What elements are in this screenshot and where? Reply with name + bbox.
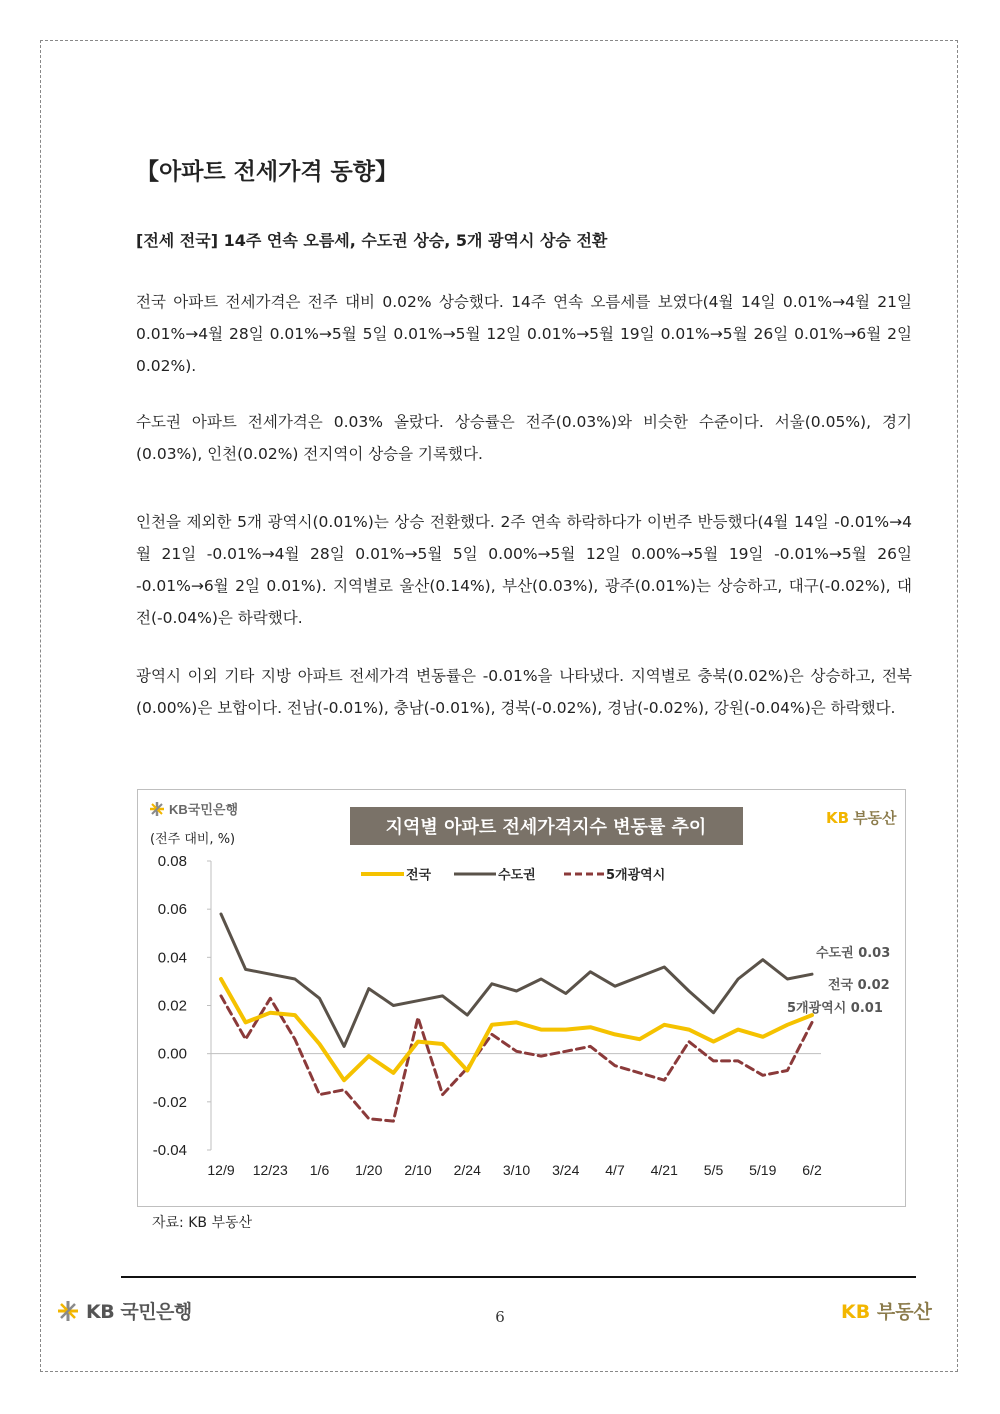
kb-realestate-logo bbox=[826, 809, 897, 827]
x-tick-label: 4/21 bbox=[650, 1162, 678, 1178]
y-tick-label: -0.02 bbox=[152, 1093, 187, 1111]
chart-legend bbox=[361, 867, 665, 883]
kb-realestate-kb: KB bbox=[826, 809, 850, 827]
kb-star-icon bbox=[150, 802, 164, 816]
section-title: 【아파트 전세가격 동향】 bbox=[136, 159, 398, 185]
x-tick-label: 12/23 bbox=[252, 1162, 288, 1178]
legend-label-national: 전국 bbox=[406, 868, 432, 883]
x-tick-label: 1/20 bbox=[355, 1162, 383, 1178]
end-label-metro: 5개광역시 0.01 bbox=[787, 1001, 883, 1016]
footer-realestate-kb: KB bbox=[841, 1301, 871, 1323]
chart-container bbox=[137, 789, 906, 1207]
page-number: 6 bbox=[495, 1308, 505, 1326]
sub-title: [전세 전국] 14주 연속 오름세, 수도권 상승, 5개 광역시 상승 전환 bbox=[136, 231, 608, 250]
series-line-metro bbox=[221, 996, 812, 1121]
x-tick-label: 1/6 bbox=[309, 1162, 330, 1178]
paragraph-metro: 인천을 제외한 5개 광역시(0.01%)는 상승 전환했다. 2주 연속 하락하다가 이번주 반등했다(4월 14일 -0.01%→4월 21일 -0.01%→4월 28일 0.01%→5월 5일 0.00%→5월 12일 0.00%→5월 19일 -0.01%→5월 26일 -0.01%→6월 2일 0.01%). 지역별로 울산(0.14%), 부산(0.03%), 광주(0.01%)는 상승하고, 대구(-0.02%), 대전(-0.04%)은 하락했다. bbox=[136, 513, 912, 627]
series-line-national bbox=[221, 979, 812, 1080]
y-tick-label: -0.04 bbox=[152, 1142, 187, 1159]
x-tick-label: 5/5 bbox=[703, 1162, 724, 1178]
end-label-capital: 수도권 0.03 bbox=[816, 946, 891, 961]
paragraph-national: 전국 아파트 전세가격은 전주 대비 0.02% 상승했다. 14주 연속 오름세를 보였다(4월 14일 0.01%→4월 21일 0.01%→4월 28일 0.01%→5월 5일 0.01%→5월 12일 0.01%→5월 19일 0.01%→5월 26일 0.01%→6월 2일 0.02%). bbox=[136, 293, 912, 375]
legend-label-capital: 수도권 bbox=[498, 868, 536, 883]
kb-bank-logo bbox=[150, 802, 238, 817]
y-axis-unit-label: (전주 대비, %) bbox=[150, 832, 236, 847]
paragraph-other-regions: 광역시 이외 기타 지방 아파트 전세가격 변동률은 -0.01%을 나타냈다. 지역별로 충북(0.02%)은 상승하고, 전북(0.00%)은 보합이다. 전남(-0.01%), 충남(-0.01%), 경북(-0.02%), 경남(-0.02%), 강원(-0.04%)은 하락했다. bbox=[136, 667, 912, 717]
legend-label-metro: 5개광역시 bbox=[606, 868, 666, 883]
footer-realestate-text: 부동산 bbox=[876, 1301, 932, 1323]
x-tick-label: 5/19 bbox=[749, 1162, 777, 1178]
x-tick-label: 2/24 bbox=[453, 1162, 481, 1178]
footer-kb-realestate-logo bbox=[841, 1297, 932, 1324]
x-tick-label: 3/10 bbox=[502, 1162, 531, 1178]
source-note: 자료: KB 부동산 bbox=[152, 1215, 253, 1231]
footer-bank-kb: KB bbox=[86, 1301, 115, 1323]
y-tick-label: 0.04 bbox=[157, 949, 187, 967]
x-tick-label: 2/10 bbox=[404, 1162, 432, 1178]
y-tick-label: 0.00 bbox=[157, 1045, 187, 1063]
y-tick-label: 0.08 bbox=[157, 853, 187, 870]
x-tick-label: 12/9 bbox=[207, 1162, 235, 1178]
footer-bank-text: 국민은행 bbox=[120, 1301, 192, 1323]
x-tick-label: 3/24 bbox=[552, 1162, 580, 1178]
kb-bank-text: KB국민은행 bbox=[169, 802, 239, 817]
kb-realestate-text: 부동산 bbox=[853, 809, 897, 827]
footer-divider bbox=[121, 1276, 916, 1278]
y-tick-label: 0.06 bbox=[157, 901, 187, 919]
chart-title: 지역별 아파트 전세가격지수 변동률 추이 bbox=[385, 817, 707, 838]
end-label-national: 전국 0.02 bbox=[828, 978, 890, 993]
x-tick-label: 6/2 bbox=[802, 1162, 822, 1178]
x-tick-label: 4/7 bbox=[605, 1162, 625, 1178]
plot-area bbox=[153, 853, 822, 1178]
line-chart bbox=[138, 790, 905, 1206]
paragraph-capital: 수도권 아파트 전세가격은 0.03% 올랐다. 상승률은 전주(0.03%)와 비슷한 수준이다. 서울(0.05%), 경기(0.03%), 인천(0.02%) 전지역이 상승을 기록했다. bbox=[136, 413, 912, 463]
series-line-capital bbox=[221, 914, 812, 1046]
y-tick-label: 0.02 bbox=[157, 997, 187, 1015]
